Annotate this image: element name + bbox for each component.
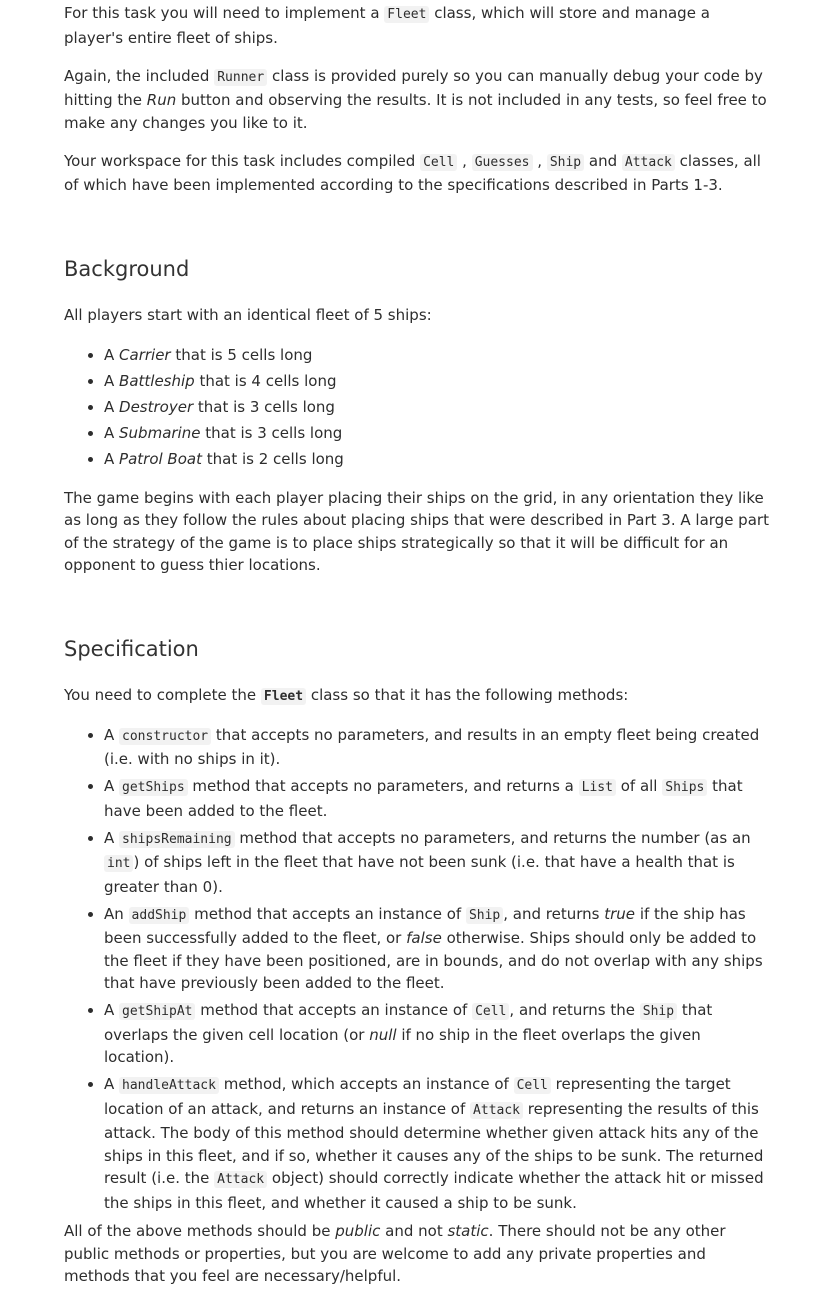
text: classes, all of which have been implemented according to the specifications described in Parts 1-3. <box>64 151 761 194</box>
text: , <box>457 151 472 170</box>
list-item <box>104 342 769 368</box>
text: Your workspace for this task includes compiled <box>64 151 421 170</box>
text: if the ship has been successfully added to the fleet, or <box>104 904 746 947</box>
document-body <box>64 2 769 1303</box>
text: otherwise. Ships should only be added to the fleet if they have been positioned, are in bounds, and do not overlap with any ships that have previously been added to the fleet. <box>104 929 763 992</box>
section-heading-background: Background <box>64 256 190 281</box>
text: representing the target location of an attack, and returns an instance of <box>104 1075 731 1118</box>
text: and not <box>380 1222 448 1240</box>
list-item <box>104 394 769 420</box>
text: method that accepts no parameters, and returns a <box>187 777 579 795</box>
code-attack: Attack <box>214 1171 267 1188</box>
code-ship: Ship <box>640 1003 677 1020</box>
text: that is 3 cells long <box>200 423 343 442</box>
code-ship: Ship <box>547 154 584 171</box>
text: class so that it has the following methods: <box>306 685 629 704</box>
intro-paragraph-1 <box>64 2 769 49</box>
text: that is 3 cells long <box>193 397 335 416</box>
emphasis-public: public <box>335 1222 381 1240</box>
ship-name: Destroyer <box>119 397 194 416</box>
method-list <box>64 724 769 1215</box>
specification-lead <box>64 684 769 709</box>
ship-name: Carrier <box>119 345 171 364</box>
code-cell: Cell <box>420 154 457 171</box>
code-ship: Ship <box>466 907 503 924</box>
emphasis-false: false <box>406 929 442 947</box>
closing-paragraph <box>64 1220 769 1288</box>
code-attack: Attack <box>470 1102 523 1119</box>
ship-list <box>64 342 769 472</box>
text: . There should not be any other public methods or properties, but you are welcome to add any private properties and methods that you feel are necessary/helpful. <box>64 1222 726 1285</box>
text: A <box>104 1075 120 1093</box>
text: and <box>584 151 622 170</box>
text: For this task you will need to implement a <box>64 4 385 22</box>
text: A <box>104 449 120 468</box>
method-item-getships <box>104 775 769 822</box>
text: button and observing the results. It is not included in any tests, so feel free to make any changes you like to it. <box>64 91 767 132</box>
text: method, which accepts an instance of <box>218 1075 514 1093</box>
method-item-shipsremaining <box>104 827 769 899</box>
text: class is provided purely so you can manually debug your code by hitting the <box>64 66 763 109</box>
ship-name: Battleship <box>119 371 195 390</box>
text: A <box>104 397 120 416</box>
code-constructor: constructor <box>119 728 211 745</box>
text: object) should correctly indicate whether the attack hit or missed the ships in this fleet, and whether it caused a ship to be sunk. <box>104 1169 764 1212</box>
code-cell: Cell <box>472 1003 509 1020</box>
text: method that accepts an instance of <box>195 1001 473 1019</box>
text: All of the above methods should be <box>64 1222 336 1240</box>
emphasis-static: static <box>447 1222 489 1240</box>
method-item-handleattack <box>104 1073 769 1214</box>
text: Again, the included <box>64 66 215 85</box>
method-item-constructor <box>104 724 769 771</box>
code-guesses: Guesses <box>472 154 533 171</box>
text: ) of ships left in the fleet that have not been sunk (i.e. that have a health that is greater than 0). <box>104 853 735 896</box>
text: A <box>104 345 120 364</box>
text: class, which will store and manage a player's entire fleet of ships. <box>64 4 710 47</box>
method-item-addship <box>104 903 769 995</box>
code-list: List <box>579 779 616 796</box>
text: A <box>104 1001 120 1019</box>
emphasis-true: true <box>604 904 636 923</box>
text: , and returns the <box>509 1001 640 1019</box>
code-addship: addShip <box>129 907 190 924</box>
text: that is 2 cells long <box>201 449 344 468</box>
text: representing the results of this attack. The body of this method should determine whether given attack hits any of the ships in this fleet, and if so, whether it causes any of the ships to be sunk. The returned result (i.e. the <box>104 1099 764 1187</box>
emphasis-null: null <box>369 1025 397 1044</box>
text: You need to complete the <box>64 685 261 704</box>
text: that overlaps the given cell location (or <box>104 1001 713 1044</box>
text: , <box>532 151 547 170</box>
method-item-getshipat <box>104 999 769 1069</box>
emphasis-run: Run <box>146 91 177 109</box>
list-item <box>104 368 769 394</box>
code-fleet: Fleet <box>384 6 429 23</box>
code-cell: Cell <box>514 1077 551 1094</box>
text: A <box>104 725 120 744</box>
text: that have been added to the fleet. <box>104 777 743 820</box>
text: A <box>104 777 120 795</box>
code-getshipat: getShipAt <box>119 1003 195 1020</box>
list-item <box>104 446 769 472</box>
text: that accepts no parameters, and results in an empty fleet being created (i.e. with no ships in it). <box>104 725 760 768</box>
intro-paragraph-3 <box>64 150 769 197</box>
text: method that accepts an instance of <box>189 904 466 923</box>
code-int: int <box>104 855 133 872</box>
text: that is 5 cells long <box>170 345 313 364</box>
ship-name: Submarine <box>119 423 201 442</box>
background-paragraph: The game begins with each player placing their ships on the grid, in any orientation they like as long as they follow the rules about placing ships that were described in Part 3. A large part of the strategy of the game is to place ships strategically so that it will be difficult for an opponent to guess thier locations. <box>64 488 769 574</box>
code-runner: Runner <box>214 69 267 86</box>
text: if no ship in the fleet overlaps the given location). <box>104 1025 701 1066</box>
text: of all <box>615 777 663 795</box>
text: An <box>104 904 129 923</box>
text: A <box>104 371 120 390</box>
code-handleattack: handleAttack <box>119 1077 219 1094</box>
code-fleet-bold: Fleet <box>261 688 306 705</box>
background-lead: All players start with an identical fleet of 5 ships: <box>64 305 432 324</box>
list-item <box>104 420 769 446</box>
text: A <box>104 828 120 847</box>
code-shipsremaining: shipsRemaining <box>119 831 235 848</box>
text: that is 4 cells long <box>194 371 337 390</box>
code-getships: getShips <box>119 779 188 796</box>
intro-paragraph-2 <box>64 65 769 135</box>
ship-name: Patrol Boat <box>119 449 202 468</box>
text: A <box>104 423 120 442</box>
code-attack: Attack <box>622 154 675 171</box>
code-ships: Ships <box>662 779 707 796</box>
text: method that accepts no parameters, and returns the number (as an <box>234 828 751 847</box>
section-heading-specification: Specification <box>64 636 199 661</box>
text: , and returns <box>503 904 605 923</box>
